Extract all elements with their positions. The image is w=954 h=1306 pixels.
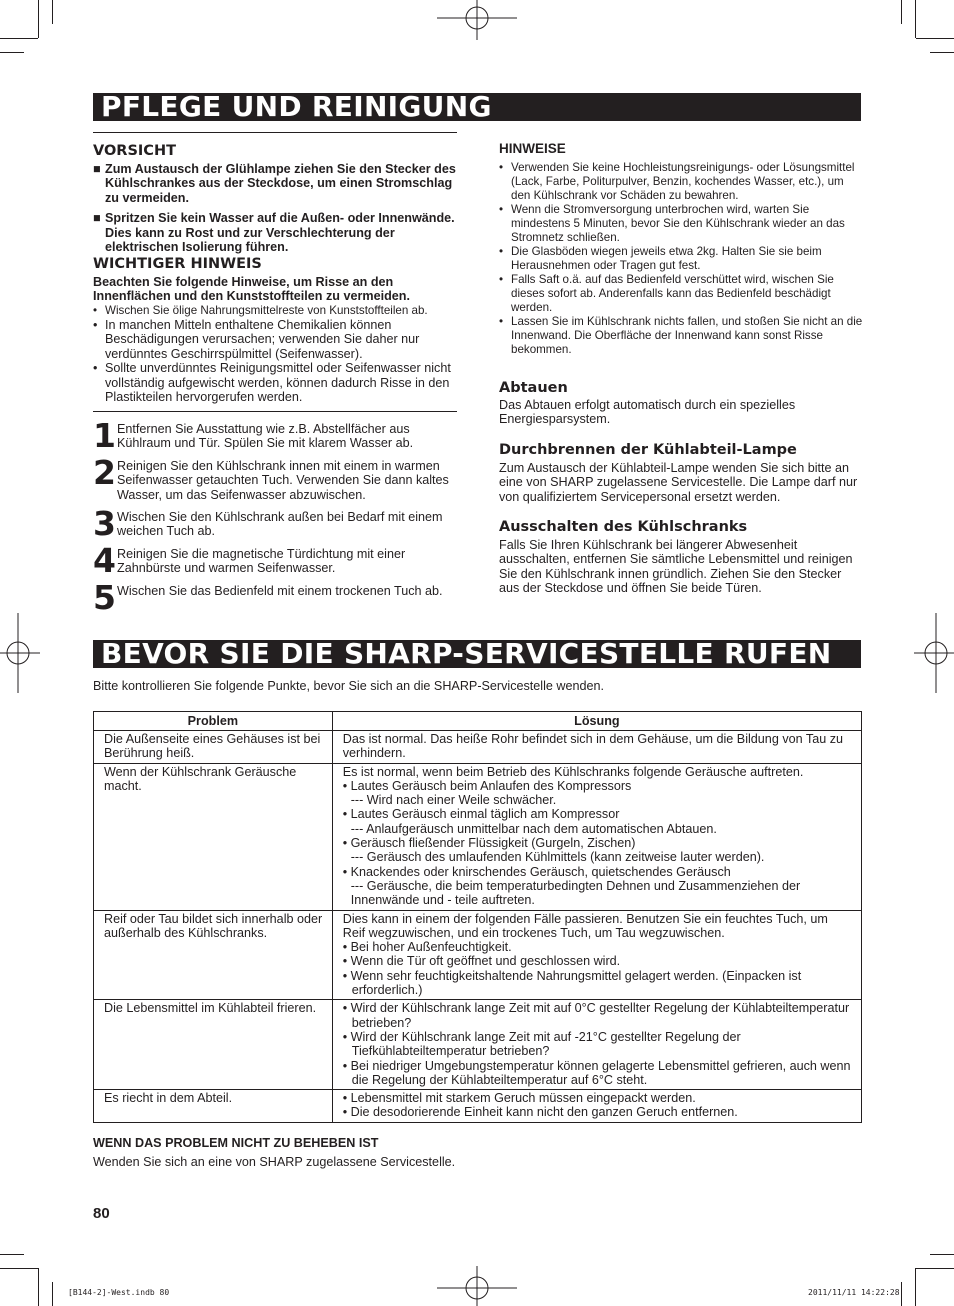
- note-item: • Verwenden Sie keine Hochleistungsreinigungs- oder Lösungsmittel (Lack, Farbe, Politurpulver, Benzin, kochendes Wasser, etc.), um den Kühlschrank vor Schäden zu bewahren.: [499, 161, 855, 202]
- solution-bullet: • Wenn sehr feuchtigkeitshaltende Nahrungsmittel gelagert werden. (Einpacken ist erforderlich.): [342, 968, 802, 998]
- solution-subnote: --- Anlaufgeräusch unmittelbar nach dem automatischen Abtauen.: [350, 821, 717, 836]
- crop-mark: [52, 1282, 53, 1306]
- solution-text: Das ist normal. Das heiße Rohr befindet sich in dem Gehäuse, um die Bildung von Tau zu verhindern.: [342, 732, 843, 761]
- solution-subnote: --- Wird nach einer Weile schwächer.: [350, 793, 557, 808]
- step-number: 1: [93, 416, 116, 455]
- important-list: [93, 304, 459, 404]
- cleaning-steps: [93, 416, 459, 617]
- solution-text: Es ist normal, wenn beim Betrieb des Kühlschranks folgende Geräusche auftreten.: [342, 764, 804, 779]
- crop-mark: [38, 1268, 39, 1306]
- note-item: • Wenn die Stromversorgung unterbrochen wird, warten Sie mindestens 5 Minuten, bevor Sie den Kühlschrank wieder an das Stromnetz schließen.: [499, 203, 845, 244]
- column-header-problem: Problem: [94, 712, 333, 731]
- solution-subnote: --- Geräusche, die beim temperaturbedingten Dehnen und Zusammenziehen der Innenwände und - teile auftreten.: [350, 878, 801, 908]
- print-slug-file: [B144-2]-West.indb 80: [68, 1288, 170, 1297]
- lamp-heading: Durchbrennen der Kühlabteil-Lampe: [499, 442, 797, 458]
- note-item: • Lassen Sie im Kühlschrank nichts fallen, und stoßen Sie nicht an die Innenwand. Die Oberfläche der Innenwand kann sonst Risse bekommen.: [499, 315, 863, 356]
- solution-cell: [332, 763, 861, 910]
- step-text: Reinigen Sie die magnetische Türdichtung mit einer Zahnbürste und warmen Seifenwasser.: [117, 547, 406, 576]
- registration-mark-icon: [0, 613, 40, 693]
- crop-mark: [38, 0, 39, 38]
- solution-bullet: • Bei niedriger Umgebungstemperatur können gelagerte Lebensmittel gefrieren, auch wenn die Regelung der Kühlabteiltemperatur auf 6°C steht.: [342, 1058, 851, 1087]
- crop-mark: [0, 38, 38, 39]
- section-title-care-cleaning: PFLEGE UND REINIGUNG: [93, 93, 861, 121]
- defrost-text: Das Abtauen erfolgt automatisch durch ein spezielles Energiesparsystem.: [499, 398, 796, 427]
- solution-bullet: • Lautes Geräusch einmal täglich am Kompressor: [342, 807, 620, 822]
- caution-item: ■ Spritzen Sie kein Wasser auf die Außen- oder Innenwände. Dies kann zu Rost und zur Verschlechterung der elektrischen Isolierung führen.: [93, 211, 455, 255]
- problem-cell: Es riecht in dem Abteil.: [94, 1090, 333, 1123]
- notes-list: [499, 161, 863, 357]
- solution-subnote: --- Geräusch des umlaufenden Kühlmittels (kann zeitweise lauter werden).: [350, 850, 765, 865]
- solution-bullet: • Lautes Geräusch beim Anlaufen des Kompressors: [342, 778, 632, 793]
- solution-text: Dies kann in einem der folgenden Fälle passieren. Benutzen Sie ein feuchtes Tuch, um Reif wegzuwischen, und ein trockenes Tuch, um Tau wegzuwischen.: [342, 911, 828, 940]
- solution-bullet: • Lebensmittel mit starkem Geruch müssen eingepackt werden.: [342, 1091, 696, 1106]
- table-row: [94, 1090, 862, 1123]
- solution-bullet: • Wenn die Tür oft geöffnet und geschlossen wird.: [342, 954, 621, 969]
- solution-bullet: • Wird der Kühlschrank lange Zeit mit auf 0°C gestellter Regelung der Kühlabteiltemperatur betrieben?: [342, 1001, 850, 1030]
- problem-cell: Die Lebensmittel im Kühlabteil frieren.: [94, 1000, 333, 1090]
- problem-cell: Wenn der Kühlschrank Geräusche macht.: [94, 763, 333, 910]
- solution-bullet: • Geräusch fließender Flüssigkeit (Gurgeln, Zischen): [342, 836, 636, 851]
- registration-mark-icon: [914, 613, 954, 693]
- important-item: • In manchen Mitteln enthaltene Chemikalien können Beschädigungen verursachen; verwenden Sie daher nur verdünntes Geschirrspülmittel (Seifenwasser).: [93, 318, 420, 361]
- page-number: 80: [93, 1205, 110, 1222]
- step-number: 2: [93, 453, 116, 492]
- table-row: [94, 763, 862, 910]
- solution-cell: [332, 1000, 861, 1090]
- switchoff-text: Falls Sie Ihren Kühlschrank bei längerer Abwesenheit ausschalten, entfernen Sie sämtliche Lebensmittel und reinigen Sie den Kühlschrank innen gründlich. Ziehen Sie den Stecker aus der Steckdose und öffnen Sie beide Türen.: [499, 538, 853, 596]
- caution-list: [93, 162, 459, 260]
- crop-mark: [0, 1254, 24, 1255]
- lamp-text: Zum Austausch der Kühlabteil-Lampe wenden Sie sich bitte an eine von SHARP zugelassene Servicestelle. Die Lampe darf nur von qualifiziertem Servicepersonal ersetzt werden.: [499, 461, 858, 504]
- caution-heading: VORSICHT: [93, 143, 176, 159]
- crop-mark: [915, 0, 916, 38]
- step-text: Entfernen Sie Ausstattung wie z.B. Abstellfächer aus Kühlraum und Tür. Spülen Sie mit klarem Wasser ab.: [117, 422, 414, 451]
- step-text: Wischen Sie das Bedienfeld mit einem trockenen Tuch ab.: [117, 584, 443, 598]
- crop-mark: [930, 52, 954, 53]
- troubleshooting-table: [93, 711, 862, 1123]
- step-text: Wischen Sie den Kühlschrank außen bei Bedarf mit einem weichen Tuch ab.: [117, 510, 443, 539]
- crop-mark: [0, 1268, 38, 1269]
- solution-bullet: • Knackendes oder knirschendes Geräusch, quietschendes Geräusch: [342, 864, 731, 879]
- important-item: • Sollte unverdünntes Reinigungsmittel oder Seifenwasser nicht vollständig aufgewischt werden, können dadurch Risse in den Plastikteilen hervorgerufen werden.: [93, 361, 451, 405]
- important-heading: WICHTIGER HINWEIS: [93, 256, 262, 272]
- table-row: [94, 731, 862, 764]
- registration-mark-icon: [437, 1266, 517, 1306]
- note-item: • Falls Saft o.ä. auf das Bedienfeld verschüttet wird, wischen Sie dieses sofort ab. Anderenfalls kann das Bedienfeld beschädigt werden.: [499, 273, 834, 314]
- troubleshooting-intro: Bitte kontrollieren Sie folgende Punkte, bevor Sie sich an die SHARP-Servicestelle wenden.: [93, 679, 605, 693]
- crop-mark: [916, 1268, 954, 1269]
- registration-mark-icon: [437, 0, 517, 40]
- problem-cell: Reif oder Tau bildet sich innerhalb oder außerhalb des Kühlschranks.: [94, 910, 333, 1000]
- important-item: • Wischen Sie ölige Nahrungsmittelreste von Kunststoffteilen ab.: [93, 304, 428, 317]
- solution-bullet: • Wird der Kühlschrank lange Zeit mit auf -21°C gestellter Regelung der Tiefkühlabteiltemperatur betrieben?: [342, 1029, 741, 1059]
- unresolved-text: Wenden Sie sich an eine von SHARP zugelassene Servicestelle.: [93, 1155, 456, 1169]
- step-number: 5: [93, 578, 116, 617]
- crop-mark: [901, 0, 902, 24]
- switchoff-heading: Ausschalten des Kühlschranks: [499, 519, 748, 535]
- defrost-heading: Abtauen: [499, 380, 568, 396]
- problem-cell: Die Außenseite eines Gehäuses ist bei Berührung heiß.: [94, 731, 333, 764]
- table-row: [94, 1000, 862, 1090]
- print-slug-date: 2011/11/11 14:22:28: [808, 1288, 900, 1297]
- table-row: [94, 910, 862, 1000]
- solution-bullet: • Bei hoher Außenfeuchtigkeit.: [342, 940, 512, 955]
- step-text: Reinigen Sie den Kühlschrank innen mit einem in warmen Seifenwasser getauchten Tuch. Verwenden Sie dann kaltes Wasser, um das Seifenwasser abzuwischen.: [117, 459, 449, 502]
- note-item: • Die Glasböden wiegen jeweils etwa 2kg. Halten Sie sie beim Herausnehmen oder Tragen gut fest.: [499, 245, 822, 272]
- table-header-row: [94, 712, 862, 731]
- crop-mark: [901, 1282, 902, 1306]
- notes-heading: HINWEISE: [499, 141, 566, 156]
- crop-mark: [52, 0, 53, 24]
- divider: [93, 411, 457, 412]
- solution-bullet: • Die desodorierende Einheit kann nicht den ganzen Geruch entfernen.: [342, 1105, 738, 1120]
- crop-mark: [915, 1268, 916, 1306]
- solution-cell: [332, 731, 861, 764]
- crop-mark: [0, 52, 24, 53]
- section-title-troubleshooting: BEVOR SIE DIE SHARP-SERVICESTELLE RUFEN: [93, 640, 861, 668]
- caution-item: ■ Zum Austausch der Glühlampe ziehen Sie den Stecker des Kühlschrankes aus der Steckdose, um einen Stromschlag zu vermeiden.: [93, 162, 456, 205]
- crop-mark: [916, 38, 954, 39]
- crop-mark: [930, 1254, 954, 1255]
- divider: [93, 132, 457, 133]
- column-header-solution: Lösung: [332, 712, 861, 731]
- solution-cell: [332, 910, 861, 1000]
- unresolved-heading: WENN DAS PROBLEM NICHT ZU BEHEBEN IST: [93, 1136, 379, 1150]
- important-intro: Beachten Sie folgende Hinweise, um Risse an den Innenflächen und den Kunststoffteilen zu vermeiden.: [93, 275, 410, 304]
- step-number: 3: [93, 504, 116, 543]
- solution-cell: [332, 1090, 861, 1123]
- step-number: 4: [93, 541, 116, 580]
